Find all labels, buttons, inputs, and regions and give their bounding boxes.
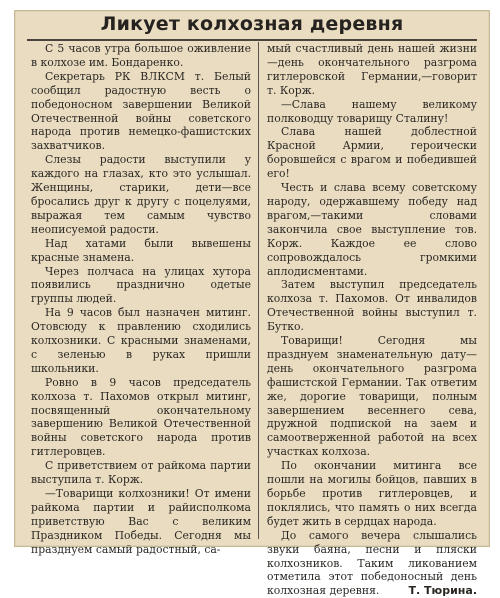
headline-rule: [27, 39, 477, 41]
left-column: [31, 42, 251, 557]
paragraph: Честь и слава всему советскому народу, одержавшему победу над врагом,—такими словами закончила свое выступление тов. Корж. Каждое ее слово сопровождалось громкими аплодисментами.: [267, 181, 477, 278]
paragraph: Через полчаса на улицах хутора появились празднично одетые группы людей.: [31, 264, 251, 306]
paragraph: —Слава нашему великому полководцу товарищу Сталину!: [267, 97, 477, 125]
paragraph: Ровно в 9 часов председатель колхоза т. Пахомов открыл митинг, посвященный окончательному завершению Великой Отечественной войны советского народа против гитлеровцев.: [31, 375, 251, 459]
paragraph: С приветствием от райкома партии выступила т. Корж.: [31, 459, 251, 487]
paragraph: Над хатами были вывешены красные знамена.: [31, 236, 251, 264]
paragraph: Товарищи! Сегодня мы празднуем знаменательную дату—день окончательного разгрома фашистской Германии. Так ответим же, дорогие товарищи, полным завершением весеннего сева, дружной подпиской на заем и самоотверженной работой на всех участках колхоза.: [267, 334, 477, 459]
paragraph: До самого вечера слышались звуки баяна, песни и пляски колхозников. Таким ликованием отметила этот победоносный день колхозная деревня.: [267, 528, 477, 598]
paragraph: —Товарищи колхозники! От имени райкома партии и райисполкома приветствую Вас с великим Праздником Победы. Сегодня мы празднуем самый радостный, са-: [31, 487, 251, 556]
paragraph: По окончании митинга все пошли на могилы бойцов, павших в борьбе против гитлеровцев, и поклялись, что память о них всегда будет жить в сердцах народа.: [267, 459, 477, 528]
article-headline: Ликует колхозная деревня: [100, 13, 404, 35]
paragraph: На 9 часов был назначен митинг. Отовсюду к правлению сходились колхозники. С красными знаменами, с зеленью в руках пришли школьники.: [31, 306, 251, 375]
paragraph: Слава нашей доблестной Красной Армии, героически боровшейся с врагом и победившей его!: [267, 125, 477, 181]
paragraph: Секретарь РК ВЛКСМ т. Белый сообщил радостную весть о победоносном завершении Великой Отечественной войны советского народа против немецко-фашистских захватчиков.: [31, 69, 251, 153]
right-column: [267, 42, 477, 598]
paragraph: Затем выступил председатель колхоза т. Пахомов. От инвалидов Отечественной войны выступил т. Бутко.: [267, 278, 477, 334]
paragraph: С 5 часов утра большое оживление в колхозе им. Бондаренко.: [31, 42, 251, 69]
newspaper-clipping: [14, 10, 490, 598]
column-divider: [258, 42, 259, 539]
author-signature: Т. Тюрина.: [408, 584, 477, 598]
paragraph: Слезы радости выступили у каждого на глазах, кто это услышал. Женщины, старики, дети—все бросались друг к другу с поцелуями, выражая тем самым чувство неописуемой радости.: [31, 153, 251, 236]
paragraph: мый счастливый день нашей жизни—день окончательного разгрома гитлеровской Германии,—говорит т. Корж.: [267, 42, 477, 97]
